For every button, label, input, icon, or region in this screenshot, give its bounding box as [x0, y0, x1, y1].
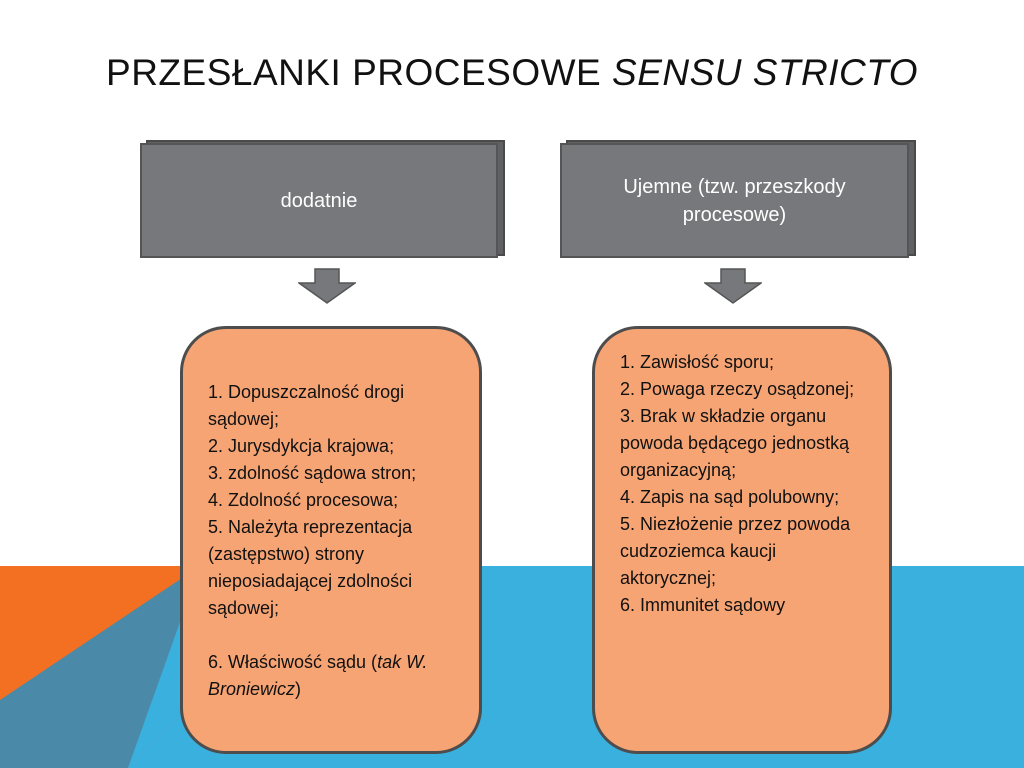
left-header-label: dodatnie — [280, 189, 358, 212]
left-item: 2. Jurysdykcja krajowa; — [208, 436, 395, 456]
right-header-label: Ujemne (tzw. przeszkody procesowe) — [623, 175, 846, 226]
left-header-box — [140, 143, 498, 258]
left-last-prefix: 6. Właściwość sądu ( — [208, 652, 378, 672]
left-last-suffix: ) — [295, 679, 302, 699]
right-content-box — [592, 326, 892, 754]
left-last-italic: tak W. Broniewicz — [208, 652, 433, 699]
right-item: 6. Immunitet sądowy — [620, 595, 786, 615]
left-item: 5. Należyta reprezentacja (zastępstwo) strony nieposiadającej zdolności sądowej; — [208, 517, 418, 618]
left-content-box — [180, 326, 482, 754]
right-header-box — [560, 143, 909, 258]
right-item: 4. Zapis na sąd polubowny; — [620, 487, 840, 507]
left-down-arrow-icon — [298, 268, 356, 304]
right-item: 1. Zawisłość sporu; — [620, 352, 775, 372]
right-item: 3. Brak w składzie organu powoda będącego jednostką organizacyjną; — [620, 406, 855, 480]
left-spacer — [208, 622, 457, 649]
title-main: PRZESŁANKI PROCESOWE — [106, 52, 613, 93]
right-down-arrow-icon — [704, 268, 762, 304]
left-item: 3. zdolność sądowa stron; — [208, 463, 417, 483]
slide-title — [0, 52, 1024, 94]
left-item-last — [208, 649, 457, 703]
left-item: 4. Zdolność procesowa; — [208, 490, 399, 510]
left-item: 1. Dopuszczalność drogi sądowej; — [208, 382, 410, 429]
right-item: 2. Powaga rzeczy osądzonej; — [620, 379, 855, 399]
right-item: 5. Niezłożenie przez powoda cudzoziemca kaucji aktorycznej; — [620, 514, 856, 588]
title-italic: SENSU STRICTO — [612, 52, 918, 93]
